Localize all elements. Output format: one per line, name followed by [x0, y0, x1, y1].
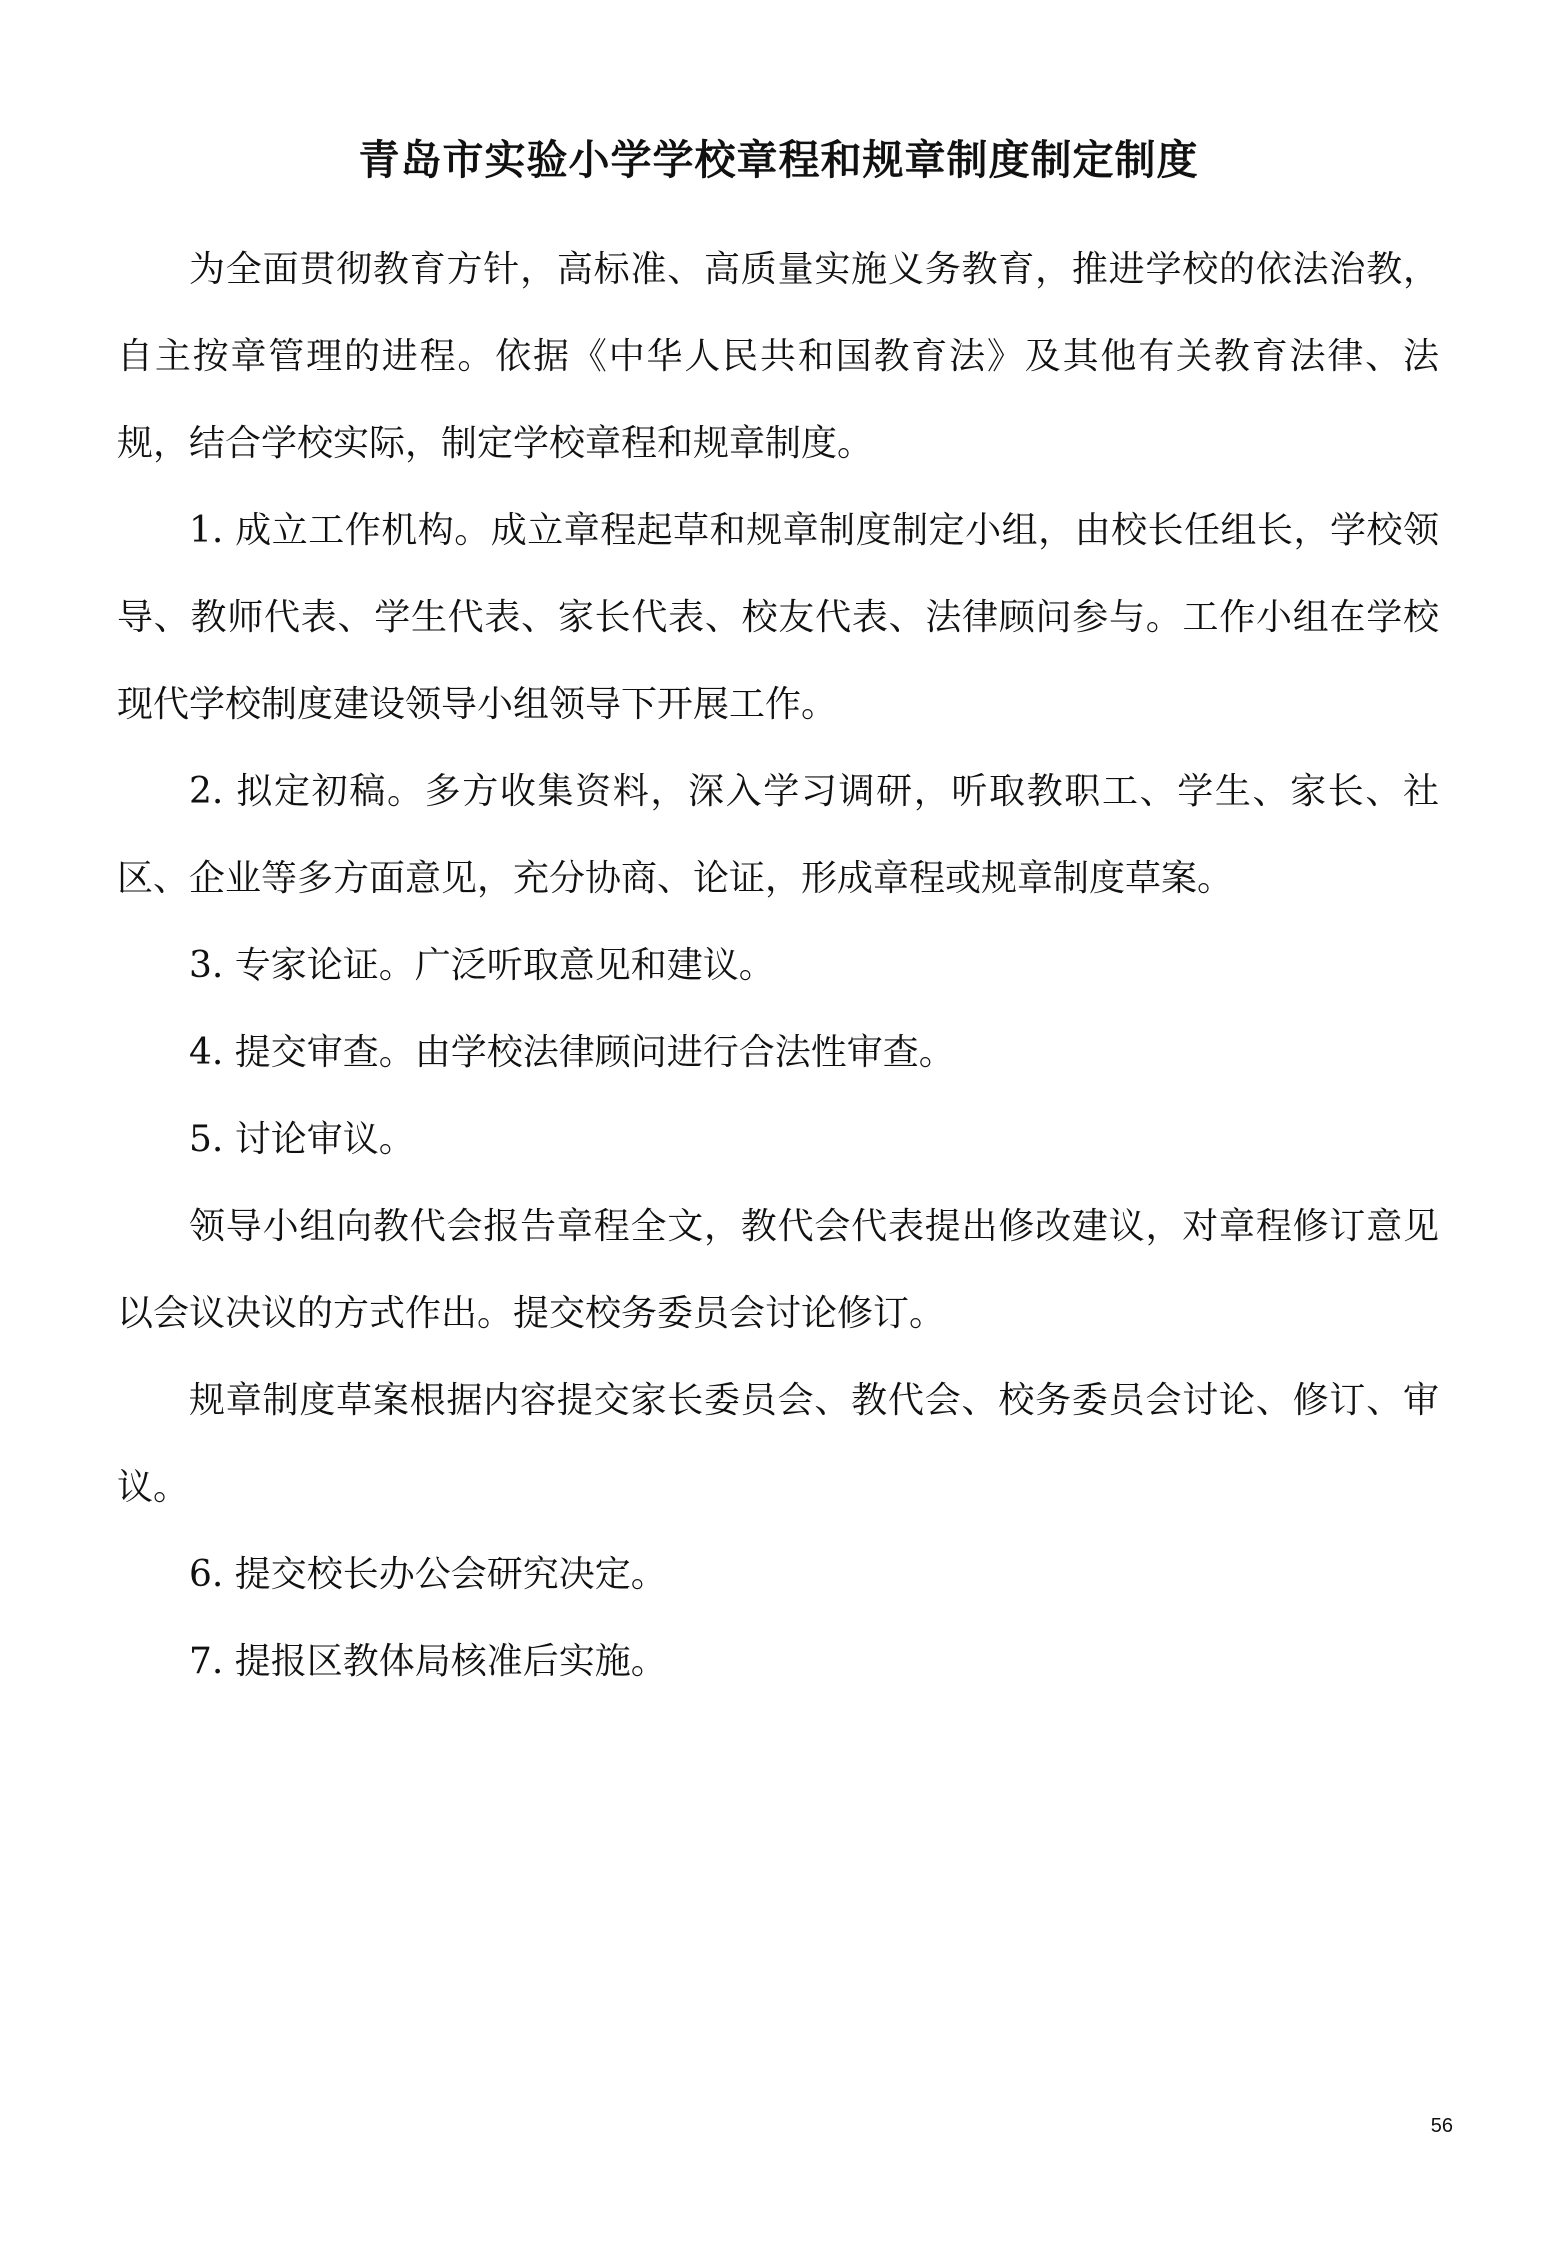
step-1-paragraph: 1. 成立工作机构。成立章程起草和规章制度制定小组，由校长任组长，学校领导、教师代表、学生代表、家长代表、校友代表、法律顾问参与。工作小组在学校现代学校制度建设领导小组领导下开展工作。 [117, 510, 1439, 725]
step-5-paragraph: 5. 讨论审议。 [189, 1119, 415, 1160]
step-5-rules-paragraph: 规章制度草案根据内容提交家长委员会、教代会、校务委员会讨论、修订、审议。 [117, 1380, 1439, 1508]
step-4-paragraph: 4. 提交审查。由学校法律顾问进行合法性审查。 [189, 1032, 955, 1073]
step-2-paragraph: 2. 拟定初稿。多方收集资料，深入学习调研，听取教职工、学生、家长、社区、企业等多方面意见，充分协商、论证，形成章程或规章制度草案。 [117, 771, 1439, 899]
step-3-paragraph: 3. 专家论证。广泛听取意见和建议。 [189, 945, 775, 986]
step-5-detail-paragraph: 领导小组向教代会报告章程全文，教代会代表提出修改建议，对章程修订意见以会议决议的方式作出。提交校务委员会讨论修订。 [117, 1206, 1439, 1334]
document-title: 青岛市实验小学学校章程和规章制度制定制度 [358, 136, 1199, 184]
document-body [117, 226, 1439, 1705]
intro-paragraph: 为全面贯彻教育方针，高标准、高质量实施义务教育，推进学校的依法治教，自主按章管理的进程。依据《中华人民共和国教育法》及其他有关教育法律、法规，结合学校实际，制定学校章程和规章制度。 [117, 249, 1439, 464]
step-7-paragraph: 7. 提报区教体局核准后实施。 [189, 1641, 667, 1682]
page-number: 56 [1430, 2115, 1453, 2137]
step-6-paragraph: 6. 提交校长办公会研究决定。 [189, 1554, 667, 1595]
